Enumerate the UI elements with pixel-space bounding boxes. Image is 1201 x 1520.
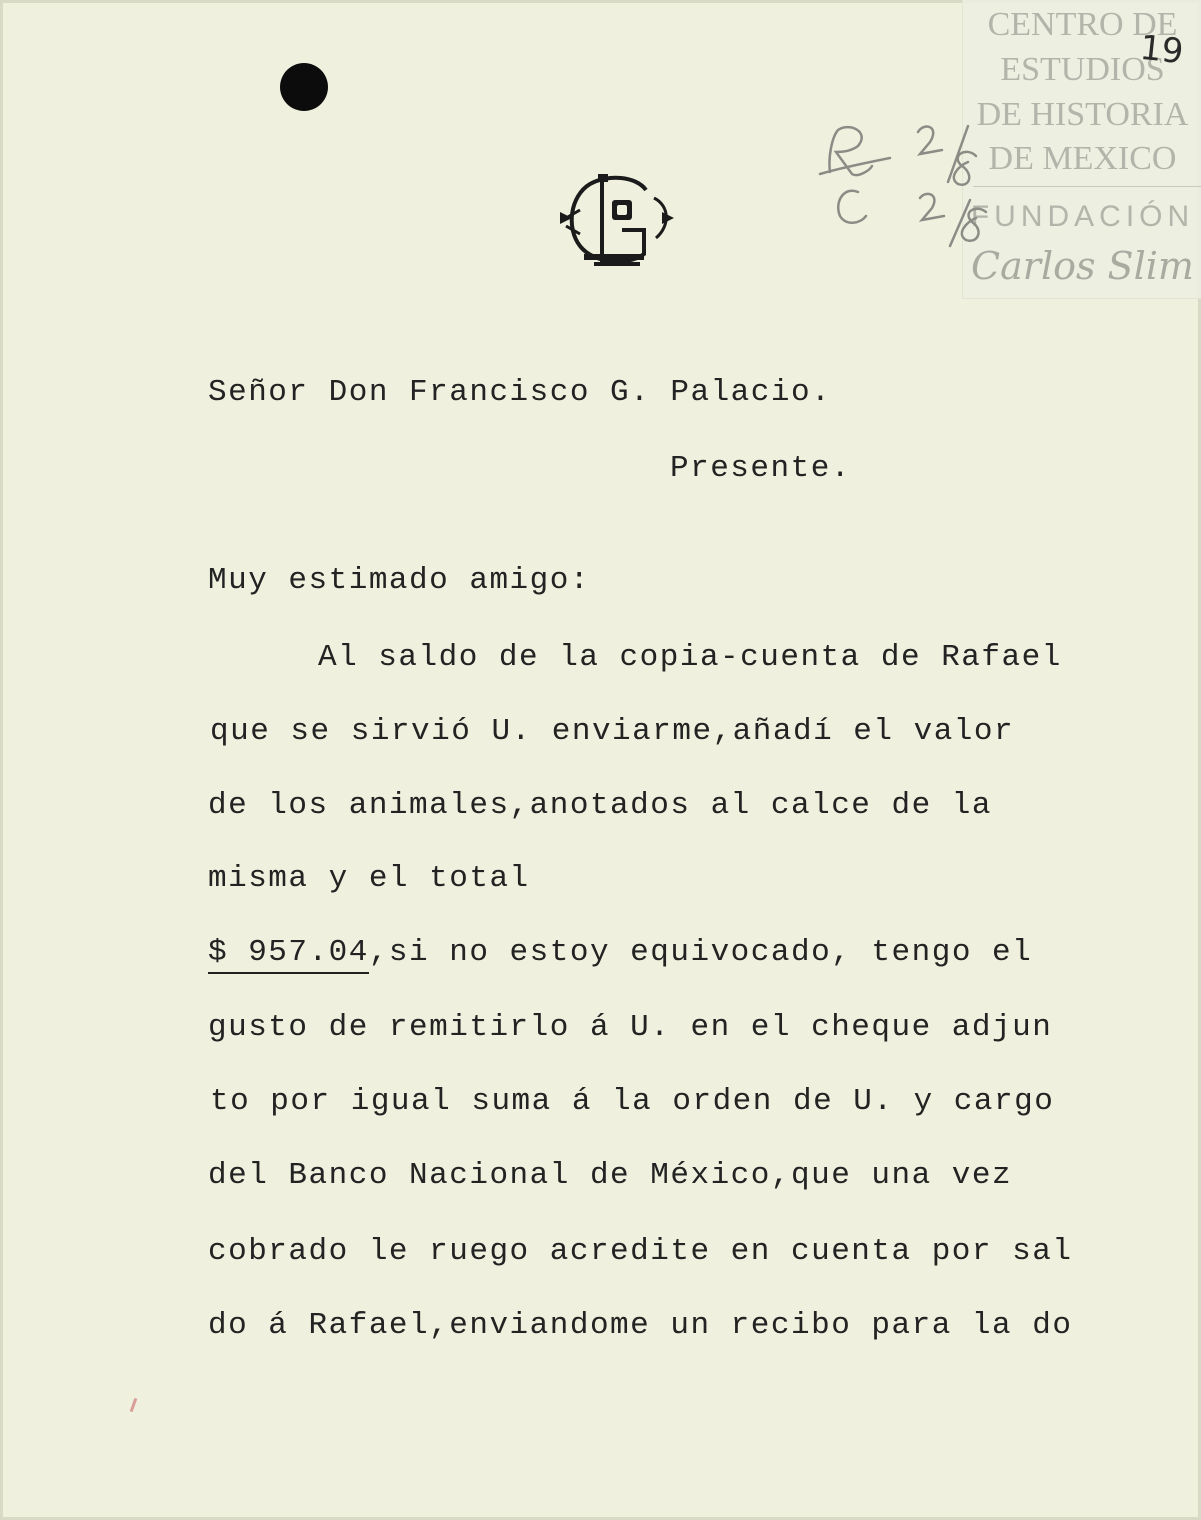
body-line: to por igual suma á la orden de U. y cargo bbox=[210, 1084, 1055, 1119]
amount-tail: ,si no estoy equivocado, tengo el bbox=[368, 935, 1033, 970]
stamp-fundacion: FUNDACIÓN bbox=[970, 200, 1195, 233]
pencil-annotations bbox=[800, 112, 1000, 252]
amount-value: $ 957.04 bbox=[208, 935, 369, 974]
recipient-place: Presente. bbox=[670, 451, 851, 486]
stray-ink-mark bbox=[130, 1398, 138, 1412]
greeting: Muy estimado amigo: bbox=[208, 563, 590, 598]
monogram-logo bbox=[558, 168, 676, 274]
punch-hole bbox=[280, 63, 328, 111]
stamp-signature: Carlos Slim bbox=[971, 244, 1194, 288]
body-line: que se sirvió U. enviarme,añadí el valor bbox=[210, 714, 1015, 749]
body-line: cobrado le ruego acredite en cuenta por sal bbox=[208, 1234, 1073, 1269]
stamp-divider bbox=[973, 186, 1201, 187]
amount-line bbox=[208, 937, 1032, 968]
stamp-line: DE MEXICO bbox=[988, 140, 1177, 177]
stamp-line: DE HISTORIA bbox=[976, 96, 1189, 133]
page-number: 19 bbox=[1138, 27, 1186, 73]
stamp-line: CENTRO DE bbox=[987, 6, 1178, 43]
body-line: gusto de remitirlo á U. en el cheque adjun bbox=[208, 1010, 1053, 1045]
body-line: de los animales,anotados al calce de la bbox=[208, 788, 993, 823]
body-line: del Banco Nacional de México,que una vez bbox=[208, 1158, 1013, 1193]
stamp-line: ESTUDIOS bbox=[1000, 51, 1165, 88]
body-line: misma y el total bbox=[208, 861, 530, 896]
body-line: Al saldo de la copia-cuenta de Rafael bbox=[318, 640, 1062, 675]
recipient-name: Señor Don Francisco G. Palacio. bbox=[208, 375, 832, 410]
body-line: do á Rafael,enviandome un recibo para la do bbox=[208, 1308, 1073, 1343]
